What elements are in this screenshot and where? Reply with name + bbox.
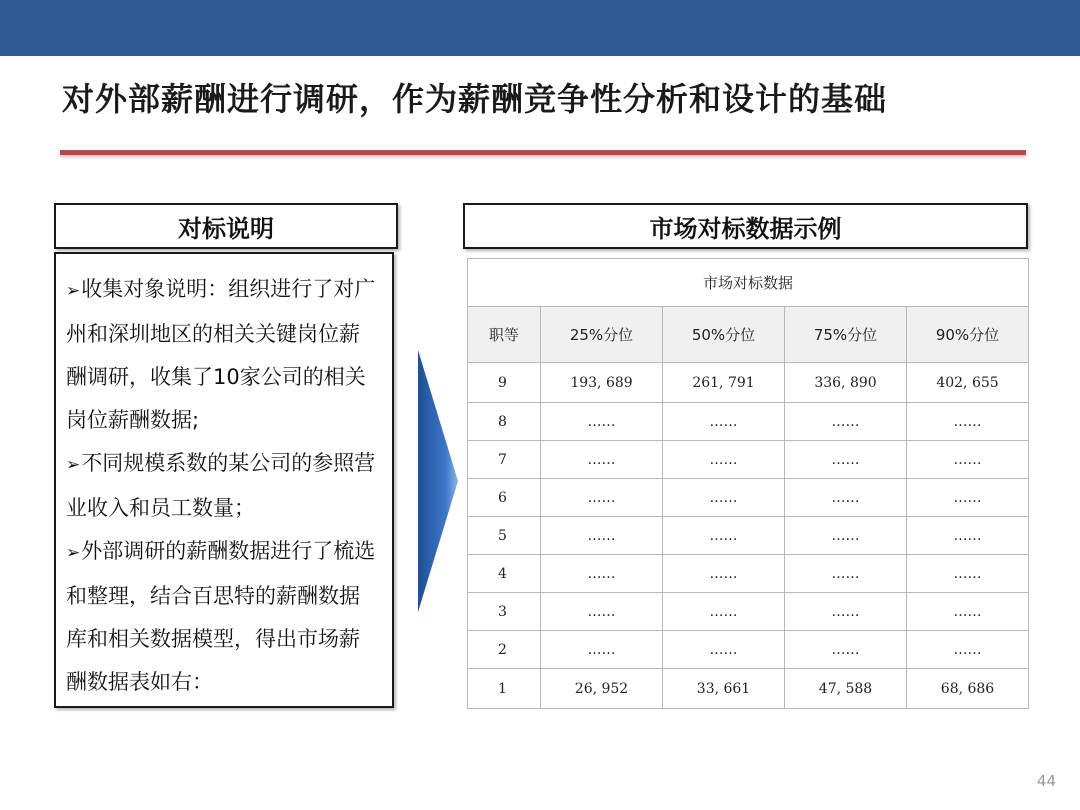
table-cell: …… bbox=[541, 555, 663, 593]
table-row bbox=[468, 403, 1029, 441]
grade-cell: 3 bbox=[468, 593, 541, 631]
column-header: 25%分位 bbox=[541, 307, 663, 363]
bullet-item bbox=[66, 268, 380, 442]
table-cell: …… bbox=[907, 593, 1029, 631]
table-cell: …… bbox=[785, 479, 907, 517]
left-panel-heading: 对标说明 bbox=[54, 203, 398, 249]
chevron-right-arrow-icon bbox=[418, 350, 458, 612]
table-cell: …… bbox=[907, 403, 1029, 441]
bullet-item bbox=[66, 530, 380, 704]
grade-cell: 5 bbox=[468, 517, 541, 555]
bullet-text: 不同规模系数的某公司的参照营业收入和员工数量； bbox=[66, 451, 376, 520]
table-cell: …… bbox=[663, 441, 785, 479]
table-cell: 193, 689 bbox=[541, 363, 663, 403]
table-caption: 市场对标数据 bbox=[468, 259, 1029, 307]
table-cell: …… bbox=[541, 479, 663, 517]
table-cell: …… bbox=[785, 517, 907, 555]
table-cell: …… bbox=[785, 555, 907, 593]
column-header: 50%分位 bbox=[663, 307, 785, 363]
bullet-arrow-icon: ➢ bbox=[66, 281, 81, 301]
right-panel-heading: 市场对标数据示例 bbox=[463, 203, 1028, 249]
table-row bbox=[468, 363, 1029, 403]
table-cell: …… bbox=[907, 517, 1029, 555]
top-banner bbox=[0, 0, 1080, 56]
table-cell: …… bbox=[663, 517, 785, 555]
column-header: 90%分位 bbox=[907, 307, 1029, 363]
page-number: 44 bbox=[1036, 772, 1056, 790]
table-row bbox=[468, 441, 1029, 479]
table-row bbox=[468, 593, 1029, 631]
table-cell: …… bbox=[663, 593, 785, 631]
market-benchmark-table bbox=[467, 258, 1029, 709]
table-cell: 402, 655 bbox=[907, 363, 1029, 403]
grade-cell: 7 bbox=[468, 441, 541, 479]
table-cell: …… bbox=[785, 593, 907, 631]
table-row bbox=[468, 479, 1029, 517]
table-cell: …… bbox=[785, 441, 907, 479]
grade-cell: 1 bbox=[468, 669, 541, 709]
table-cell: …… bbox=[785, 403, 907, 441]
grade-cell: 2 bbox=[468, 631, 541, 669]
bullet-item bbox=[66, 442, 380, 530]
table-cell: …… bbox=[663, 555, 785, 593]
column-header: 职等 bbox=[468, 307, 541, 363]
grade-cell: 4 bbox=[468, 555, 541, 593]
table-cell: 47, 588 bbox=[785, 669, 907, 709]
table-cell: …… bbox=[663, 631, 785, 669]
table-cell: …… bbox=[541, 593, 663, 631]
table-row bbox=[468, 631, 1029, 669]
table-caption-row bbox=[468, 259, 1029, 307]
table-cell: …… bbox=[785, 631, 907, 669]
grade-cell: 8 bbox=[468, 403, 541, 441]
left-panel-body bbox=[54, 252, 394, 708]
table-cell: …… bbox=[541, 441, 663, 479]
slide-title: 对外部薪酬进行调研，作为薪酬竞争性分析和设计的基础 bbox=[62, 80, 888, 118]
table-row bbox=[468, 669, 1029, 709]
table-row bbox=[468, 517, 1029, 555]
table-cell: …… bbox=[663, 479, 785, 517]
title-divider bbox=[60, 150, 1026, 155]
bullet-arrow-icon: ➢ bbox=[66, 455, 81, 475]
table-cell: …… bbox=[541, 403, 663, 441]
table-cell: …… bbox=[663, 403, 785, 441]
table-cell: 33, 661 bbox=[663, 669, 785, 709]
table-cell: …… bbox=[907, 555, 1029, 593]
table-cell: …… bbox=[541, 631, 663, 669]
table-cell: 26, 952 bbox=[541, 669, 663, 709]
table-cell: 68, 686 bbox=[907, 669, 1029, 709]
table-cell: 261, 791 bbox=[663, 363, 785, 403]
table-cell: …… bbox=[907, 631, 1029, 669]
column-header: 75%分位 bbox=[785, 307, 907, 363]
bullet-arrow-icon: ➢ bbox=[66, 543, 81, 563]
bullet-text: 外部调研的薪酬数据进行了梳选和整理，结合百思特的薪酬数据库和相关数据模型，得出市场薪酬数据表如右： bbox=[66, 539, 376, 694]
table-cell: …… bbox=[907, 441, 1029, 479]
bullet-text: 收集对象说明：组织进行了对广州和深圳地区的相关关键岗位薪酬调研，收集了10家公司的相关岗位薪酬数据; bbox=[66, 277, 376, 432]
grade-cell: 9 bbox=[468, 363, 541, 403]
table-cell: …… bbox=[541, 517, 663, 555]
table-cell: 336, 890 bbox=[785, 363, 907, 403]
grade-cell: 6 bbox=[468, 479, 541, 517]
table-header-row bbox=[468, 307, 1029, 363]
table-row bbox=[468, 555, 1029, 593]
table-cell: …… bbox=[907, 479, 1029, 517]
